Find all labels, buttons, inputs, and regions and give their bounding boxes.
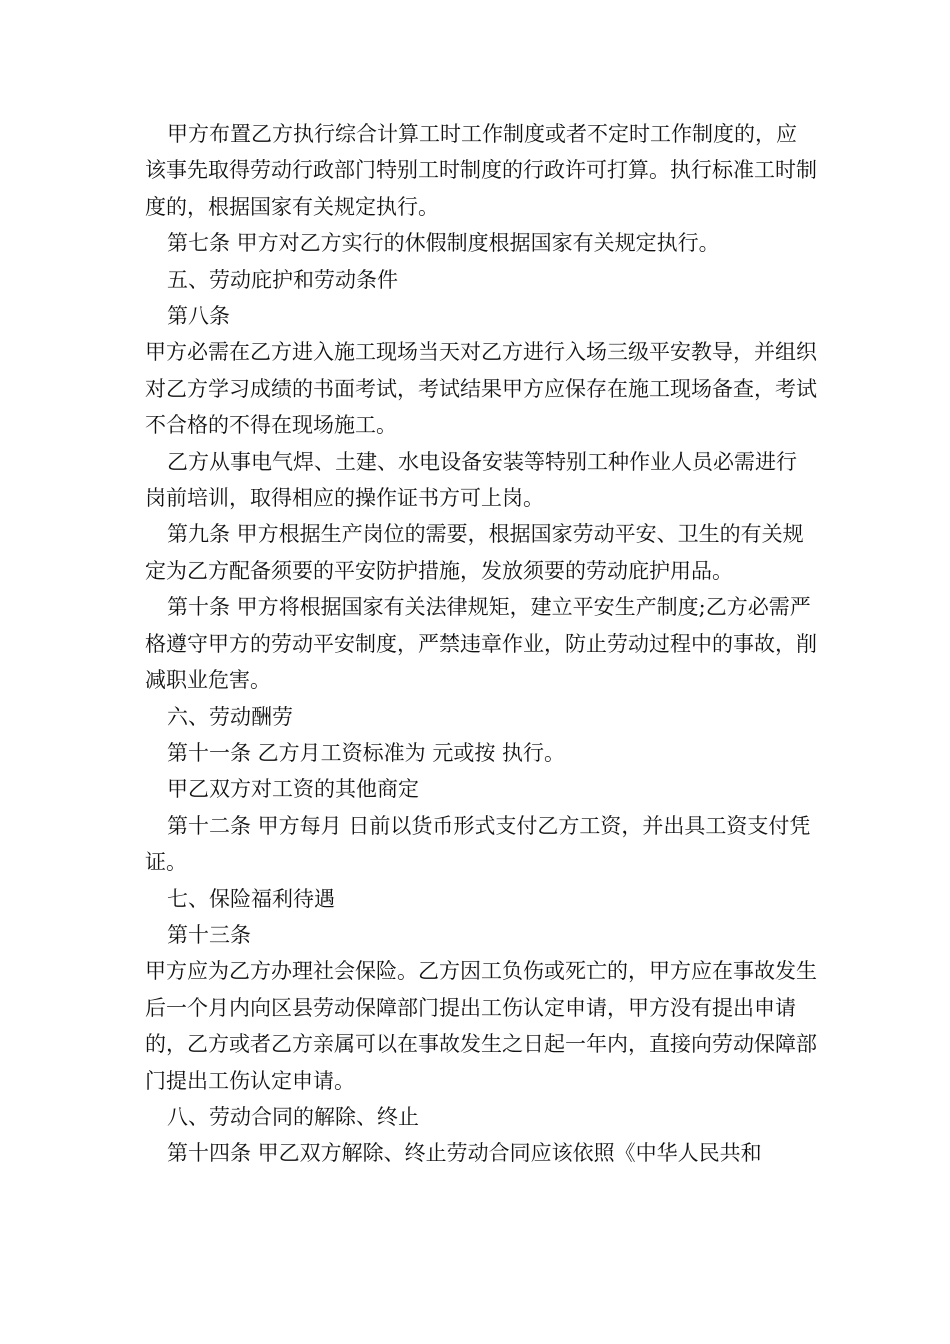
section-heading-7: 七、保险福利待遇 <box>167 886 335 911</box>
paragraph-article-13-body: 甲方应为乙方办理社会保险。乙方因工负伤或死亡的，甲方应在事故发生后一个月内向区县劳动保障部门提出工伤认定申请，甲方没有提出申请的，乙方或者乙方亲属可以在事故发生之日起一年内，直接向劳动保障部门提出工伤认定申请。 <box>145 959 817 1093</box>
paragraph-article-14: 第十四条 甲乙双方解除、终止劳动合同应该依照《中华人民共和 <box>167 1141 762 1166</box>
article-heading-8: 第八条 <box>167 304 230 329</box>
paragraph-article-10: 第十条 甲方将根据国家有关法律规矩，建立平安生产制度;乙方必需严格遵守甲方的劳动平安制度，严禁违章作业，防止劳动过程中的事故，削减职业危害。 <box>145 595 817 693</box>
section-heading-5: 五、劳动庇护和劳动条件 <box>167 267 398 292</box>
document-body <box>145 116 817 1172</box>
paragraph-article-7: 第七条 甲方对乙方实行的休假制度根据国家有关规定执行。 <box>167 231 720 256</box>
paragraph-work-hours: 甲方布置乙方执行综合计算工时工作制度或者不定时工作制度的，应该事先取得劳动行政部门特别工时制度的行政许可打算。执行标准工时制度的，根据国家有关规定执行。 <box>145 122 817 219</box>
paragraph-article-11: 第十一条 乙方月工资标准为 元或按 执行。 <box>167 740 566 765</box>
paragraph-article-9: 第九条 甲方根据生产岗位的需要，根据国家劳动平安、卫生的有关规定为乙方配备须要的平安防护措施，发放须要的劳动庇护用品。 <box>145 522 804 583</box>
section-heading-8: 八、劳动合同的解除、终止 <box>167 1104 419 1129</box>
paragraph-other-wage-terms: 甲乙双方对工资的其他商定 <box>167 777 419 802</box>
section-heading-6: 六、劳动酬劳 <box>167 704 293 729</box>
paragraph-article-8-body: 甲方必需在乙方进入施工现场当天对乙方进行入场三级平安教导，并组织对乙方学习成绩的书面考试，考试结果甲方应保存在施工现场备查，考试不合格的不得在现场施工。 <box>145 340 817 438</box>
article-heading-13: 第十三条 <box>167 922 251 947</box>
paragraph-special-workers: 乙方从事电气焊、土建、水电设备安装等特别工种作业人员必需进行岗前培训，取得相应的操作证书方可上岗。 <box>145 449 797 511</box>
paragraph-article-12: 第十二条 甲方每月 日前以货币形式支付乙方工资，并出具工资支付凭证。 <box>145 813 811 875</box>
